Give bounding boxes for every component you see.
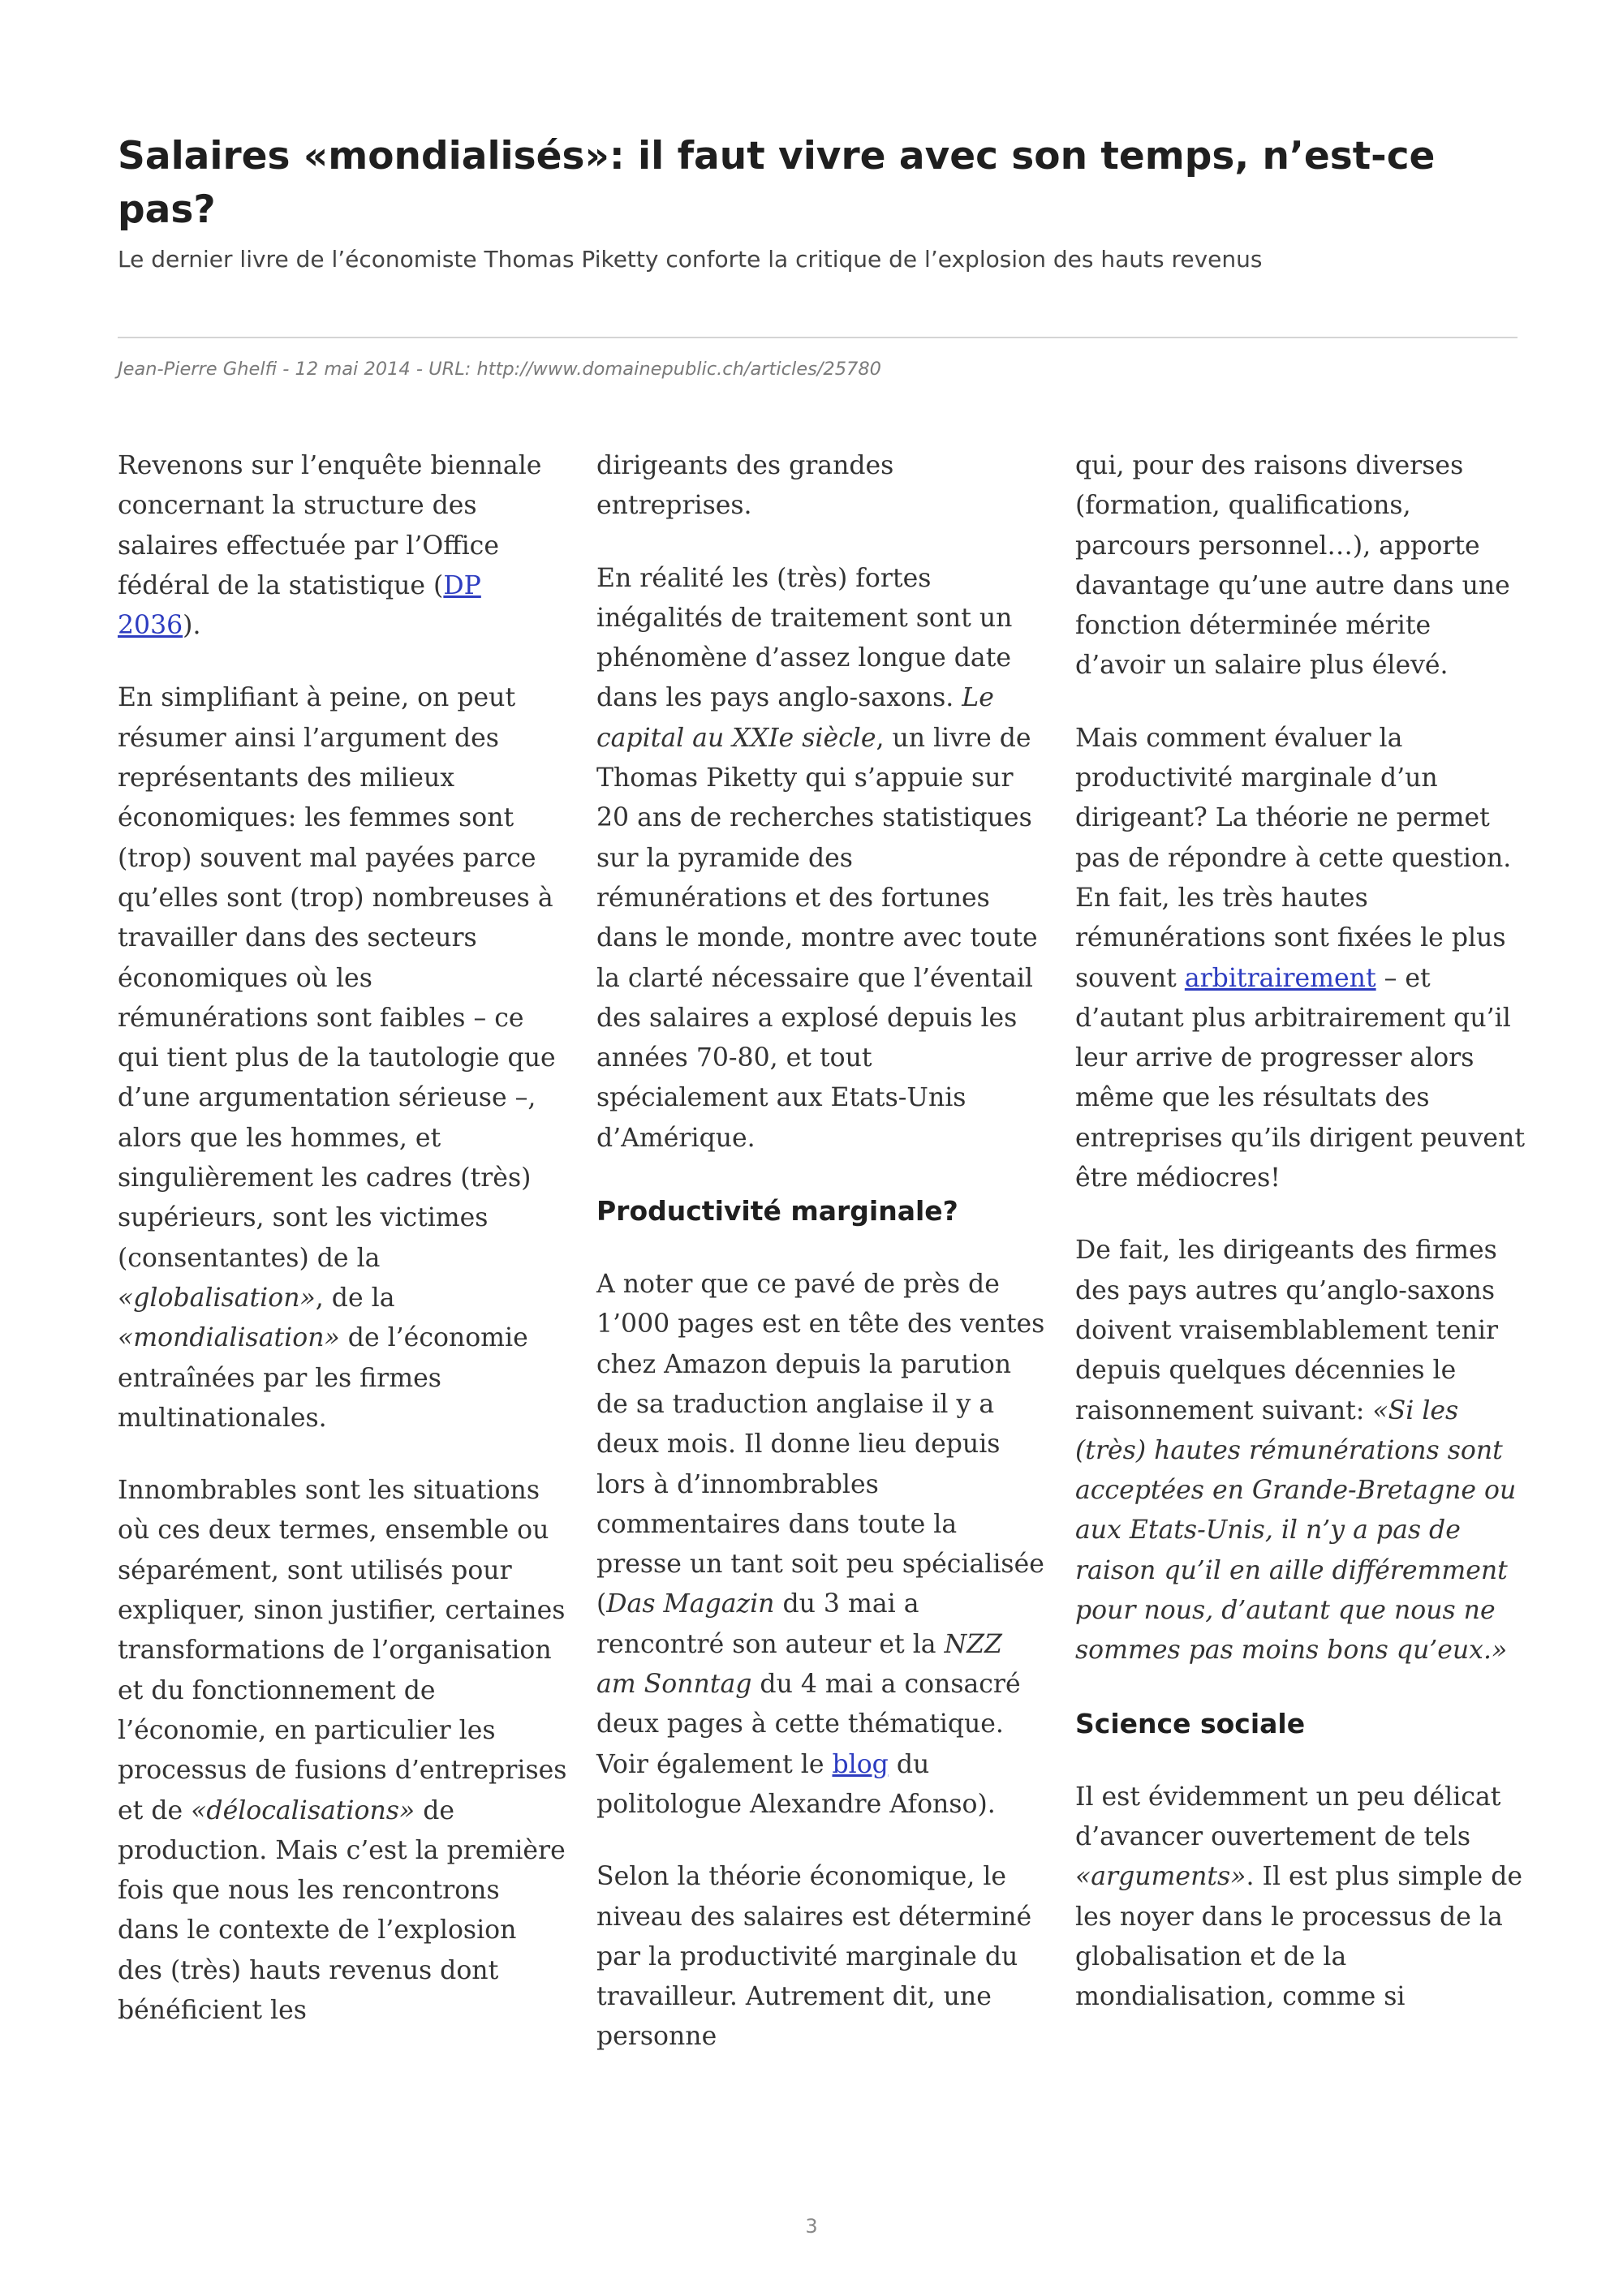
paragraph <box>1075 1231 1526 1670</box>
text: En réalité les (très) fortes inégalités de traitement sont un phénomène d’assez longue date dans les pays anglo-saxons. <box>596 563 1013 713</box>
text: Il est évidemment un peu délicat d’avancer ouvertement de tels <box>1075 1782 1501 1851</box>
article-meta: Jean-Pierre Ghelfi - 12 mai 2014 - URL: http://www.domainepublic.ch/articles/25780 <box>118 359 881 380</box>
paragraph: qui, pour des raisons diverses (formation, qualifications, parcours personnel…), apporte davantage qu’une autre dans une fonction déterminée mérite d’avoir un salaire plus élevé. <box>1075 451 1510 681</box>
column-1 <box>118 446 568 2063</box>
paragraph <box>118 1471 568 2031</box>
column-3 <box>1075 446 1526 2049</box>
text: Revenons sur l’enquête biennale concernant la structure des salaires effectuée par l’Office fédéral de la statistique ( <box>118 451 542 600</box>
article-title: Salaires «mondialisés»: il faut vivre avec son temps, n’est-ce pas? <box>118 134 1436 232</box>
paragraph: Selon la théorie économique, le niveau des salaires est déterminé par la productivité marginale du travailleur. Autrement dit, une personne <box>596 1862 1032 2052</box>
book-title: Le capital au XXIe siècle <box>596 683 994 753</box>
emphasis: «arguments» <box>1075 1862 1246 1892</box>
blog-link[interactable]: blog <box>832 1749 889 1779</box>
header-divider <box>118 337 1518 338</box>
emphasis: «mondialisation» <box>118 1323 340 1353</box>
text: du 4 mai a consacré deux pages à cette thématique. Voir également le <box>596 1670 1021 1779</box>
text: A noter que ce pavé de près de 1’000 pages est en tête des ventes chez Amazon depuis la parution de sa traduction anglaise il y a deux mois. Il donne lieu depuis lors à d’innombrables commentaires dans toute la presse un tant soit peu spécialisée ( <box>596 1270 1045 1619</box>
emphasis: «globalisation» <box>118 1283 316 1313</box>
article-subtitle: Le dernier livre de l’économiste Thomas Piketty conforte la critique de l’explosion des hauts revenus <box>118 246 1263 273</box>
page-number: 3 <box>805 2215 818 2238</box>
emphasis: «délocalisations» <box>191 1795 415 1825</box>
paragraph <box>596 559 1047 1159</box>
section-heading: Science sociale <box>1075 1707 1306 1739</box>
article <box>118 130 1525 2052</box>
paragraph <box>118 446 568 646</box>
column-2 <box>596 446 1047 2090</box>
text: Mais comment évaluer la productivité marginale d’un dirigeant? La théorie ne permet pas de répondre à cette question. En fait, les très hautes rémunérations sont fixées le plus souvent <box>1075 723 1512 993</box>
emphasis: NZZ am Sonntag <box>596 1629 1002 1700</box>
paragraph: dirigeants des grandes entreprises. <box>596 451 894 521</box>
text: En simplifiant à peine, on peut résumer ainsi l’argument des représentants des milieux économiques: les femmes sont (trop) souvent mal payées parce qu’elles sont (trop) nombreuses à travailler dans des secteurs économiques où les rémunérations sont faibles – ce qui tient plus de la tautologie que d’une argumentation sérieuse –, alors que les hommes, et singulièrement les cadres (très) supérieurs, sont les victimes (consentantes) de la <box>118 683 556 1273</box>
text: , un livre de Thomas Piketty qui s’appuie sur 20 ans de recherches statistiques sur la pyramide des rémunérations et des fortunes dans le monde, montre avec toute la clarté nécessaire que l’éventail des salaires a explosé depuis les années 70-80, et tout spécialement aux Etats-Unis d’Amérique. <box>596 723 1038 1153</box>
paragraph <box>1075 1778 1526 2018</box>
text: de l’économie entraînées par les firmes multinationales. <box>118 1323 528 1433</box>
text: , de la <box>315 1283 395 1313</box>
dp-2036-link[interactable]: DP 2036 <box>118 570 481 641</box>
text: . Il est plus simple de les noyer dans le processus de la globalisation et de la mondialisation, comme si <box>1075 1862 1523 2012</box>
quote: «Si les (très) hautes rémunérations sont acceptées en Grande-Bretagne ou aux Etats-Unis, il n’y a pas de raison qu’il en aille différemment pour nous, d’autant que nous ne sommes pas moins bons qu’eux.» <box>1075 1395 1517 1666</box>
text: ). <box>183 611 201 641</box>
paragraph <box>596 1265 1047 1825</box>
emphasis: Das Magazin <box>606 1589 775 1619</box>
paragraph <box>118 678 568 1438</box>
text: du politologue Alexandre Afonso). <box>596 1749 996 1819</box>
text: de production. Mais c’est la première fois que nous les rencontrons dans le contexte de l’explosion des (très) hauts revenus dont bénéficient les <box>118 1795 566 2025</box>
arbitrairement-link[interactable]: arbitrairement <box>1184 963 1376 993</box>
text: Innombrables sont les situations où ces deux termes, ensemble ou séparément, sont utilisés pour expliquer, sinon justifier, certaines transformations de l’organisation et du fonctionnement de l’économie, en particulier les processus de fusions d’entreprises et de <box>118 1476 567 1825</box>
section-heading: Productivité marginale? <box>596 1195 958 1228</box>
text: – et d’autant plus arbitrairement qu’il leur arrive de progresser alors même que les résultats des entreprises qu’ils dirigent peuvent être médiocres! <box>1075 963 1525 1193</box>
text: De fait, les dirigeants des firmes des pays autres qu’anglo-saxons doivent vraisemblablement tenir depuis quelques décennies le raisonnement suivant: <box>1075 1236 1499 1425</box>
text: du 3 mai a rencontré son auteur et la <box>596 1589 945 1659</box>
paragraph <box>1075 719 1526 1199</box>
